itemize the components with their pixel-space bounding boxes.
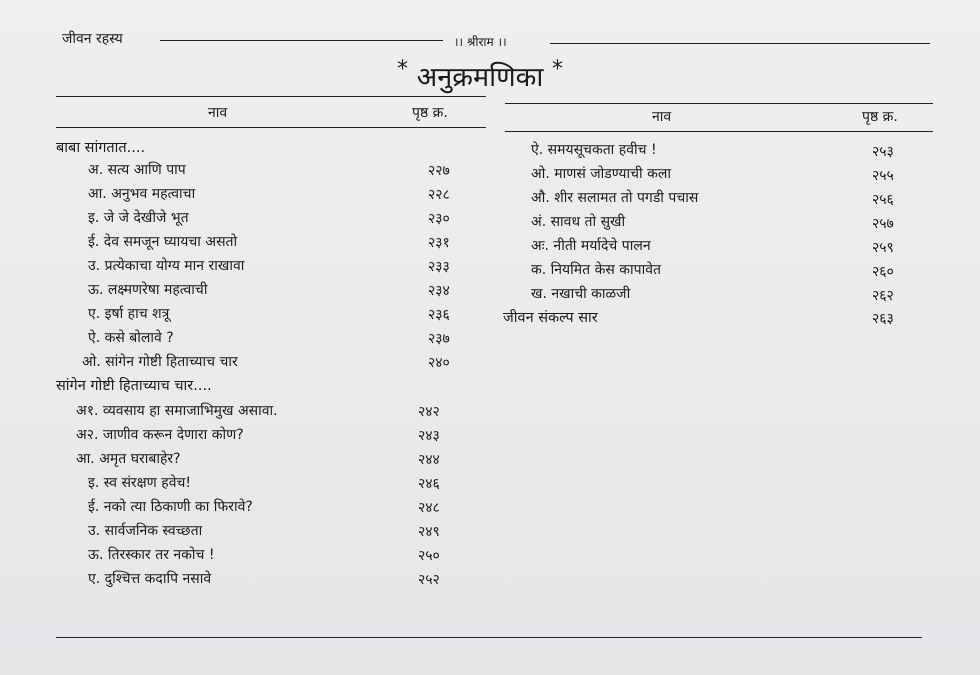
toc-item-label: ए. इर्षा हाच शत्रू <box>88 306 170 322</box>
header-invocation: ।। श्रीराम ।। <box>454 35 507 49</box>
toc-final-page: २६३ <box>872 311 894 327</box>
toc-item-label: आ. अमृत घराबाहेर? <box>76 451 181 467</box>
toc-item-page: २४८ <box>418 500 440 516</box>
toc-item-label: ओ. माणसं जोडण्याची कला <box>531 166 671 182</box>
column-rule-top-left <box>56 96 486 97</box>
section-heading: सांगेन गोष्टी हिताच्याच चार.... <box>56 378 212 394</box>
footer-rule <box>56 637 922 638</box>
toc-item-label: उ. सार्वजनिक स्वच्छता <box>88 523 203 539</box>
toc-item-label: इ. जे जे देखीजे भूत <box>88 210 189 226</box>
toc-item-page: २३६ <box>428 307 450 323</box>
toc-item-page: २४० <box>428 355 450 371</box>
toc-item-label: ऊ. लक्ष्मणरेषा महत्वाची <box>88 282 208 298</box>
toc-item-page: २४४ <box>418 452 440 468</box>
title-text: अनुक्रमणिका <box>416 62 544 93</box>
column-header-page: पृष्ठ क्र. <box>412 105 448 121</box>
header-rule-left <box>160 40 443 41</box>
toc-item-page: २५९ <box>872 240 894 256</box>
toc-item-page: २२८ <box>428 187 450 203</box>
toc-item-page: २५० <box>418 548 440 564</box>
toc-item-page: २३३ <box>428 259 450 275</box>
toc-item-label: ऊ. तिरस्कार तर नकोच ! <box>88 547 215 563</box>
toc-item-page: २३१ <box>428 235 450 251</box>
toc-item-page: २५७ <box>872 216 894 232</box>
toc-item-label: ऐ. कसे बोलावे ? <box>88 330 174 346</box>
toc-item-label: अ२. जाणीव करून देणारा कोण? <box>76 427 244 443</box>
section-heading: बाबा सांगतात.... <box>56 140 146 156</box>
toc-item-page: २६० <box>872 264 894 280</box>
header-rule-right <box>550 43 930 44</box>
toc-item-page: २४६ <box>418 476 440 492</box>
toc-item-label: ए. दुश्चित्त कदापि नसावे <box>88 571 212 587</box>
title-star-icon: * <box>397 57 408 82</box>
toc-item-page: २६२ <box>872 288 894 304</box>
toc-item-page: २३७ <box>428 331 450 347</box>
toc-item-label: ई. नको त्या ठिकाणी का फिरावे? <box>88 499 253 515</box>
toc-item-page: २४२ <box>418 404 440 420</box>
toc-item-page: २३४ <box>428 283 450 299</box>
toc-item-label: ई. देव समजून घ्यायचा असतो <box>88 234 238 250</box>
column-header-name: नाव <box>208 105 228 121</box>
column-header-name: नाव <box>652 109 672 125</box>
toc-item-page: २४९ <box>418 524 440 540</box>
toc-item-page: २५६ <box>872 192 894 208</box>
column-rule-bottom-right <box>505 131 933 132</box>
toc-item-label: उ. प्रत्येकाचा योग्य मान राखावा <box>88 258 245 274</box>
toc-final-label: जीवन संकल्प सार <box>503 310 598 326</box>
toc-item-page: २५२ <box>418 572 440 588</box>
toc-item-page: २५५ <box>872 168 894 184</box>
column-header-page: पृष्ठ क्र. <box>862 109 898 125</box>
toc-item-label: आ. अनुभव महत्वाचा <box>88 186 196 202</box>
toc-item-label: ओ. सांगेन गोष्टी हिताच्याच चार <box>82 354 238 370</box>
toc-item-label: इ. स्व संरक्षण हवेच! <box>88 475 191 491</box>
toc-item-page: २३० <box>428 211 450 227</box>
toc-item-label: अ. सत्य आणि पाप <box>88 162 186 178</box>
toc-item-label: ख. नखाची काळजी <box>531 286 631 302</box>
toc-item-label: ऐ. समयसूचकता हवीच ! <box>531 142 657 158</box>
toc-item-page: २५३ <box>872 144 894 160</box>
title-star-icon: * <box>551 57 563 82</box>
toc-item-label: क. नियमित केस कापावेत <box>531 262 661 278</box>
toc-item-label: औ. शीर सलामत तो पगडी पचास <box>531 190 699 206</box>
column-rule-bottom-left <box>56 127 486 128</box>
toc-item-label: अ१. व्यवसाय हा समाजाभिमुख असावा. <box>76 403 278 419</box>
book-title: जीवन रहस्य <box>62 31 123 47</box>
toc-item-label: अः. नीती मर्यादेचे पालन <box>531 238 651 254</box>
toc-item-label: अं. सावध तो सुखी <box>531 214 626 230</box>
toc-item-page: २४३ <box>418 428 440 444</box>
page-title <box>397 57 563 94</box>
toc-item-page: २२७ <box>428 163 450 179</box>
column-rule-top-right <box>505 103 933 104</box>
